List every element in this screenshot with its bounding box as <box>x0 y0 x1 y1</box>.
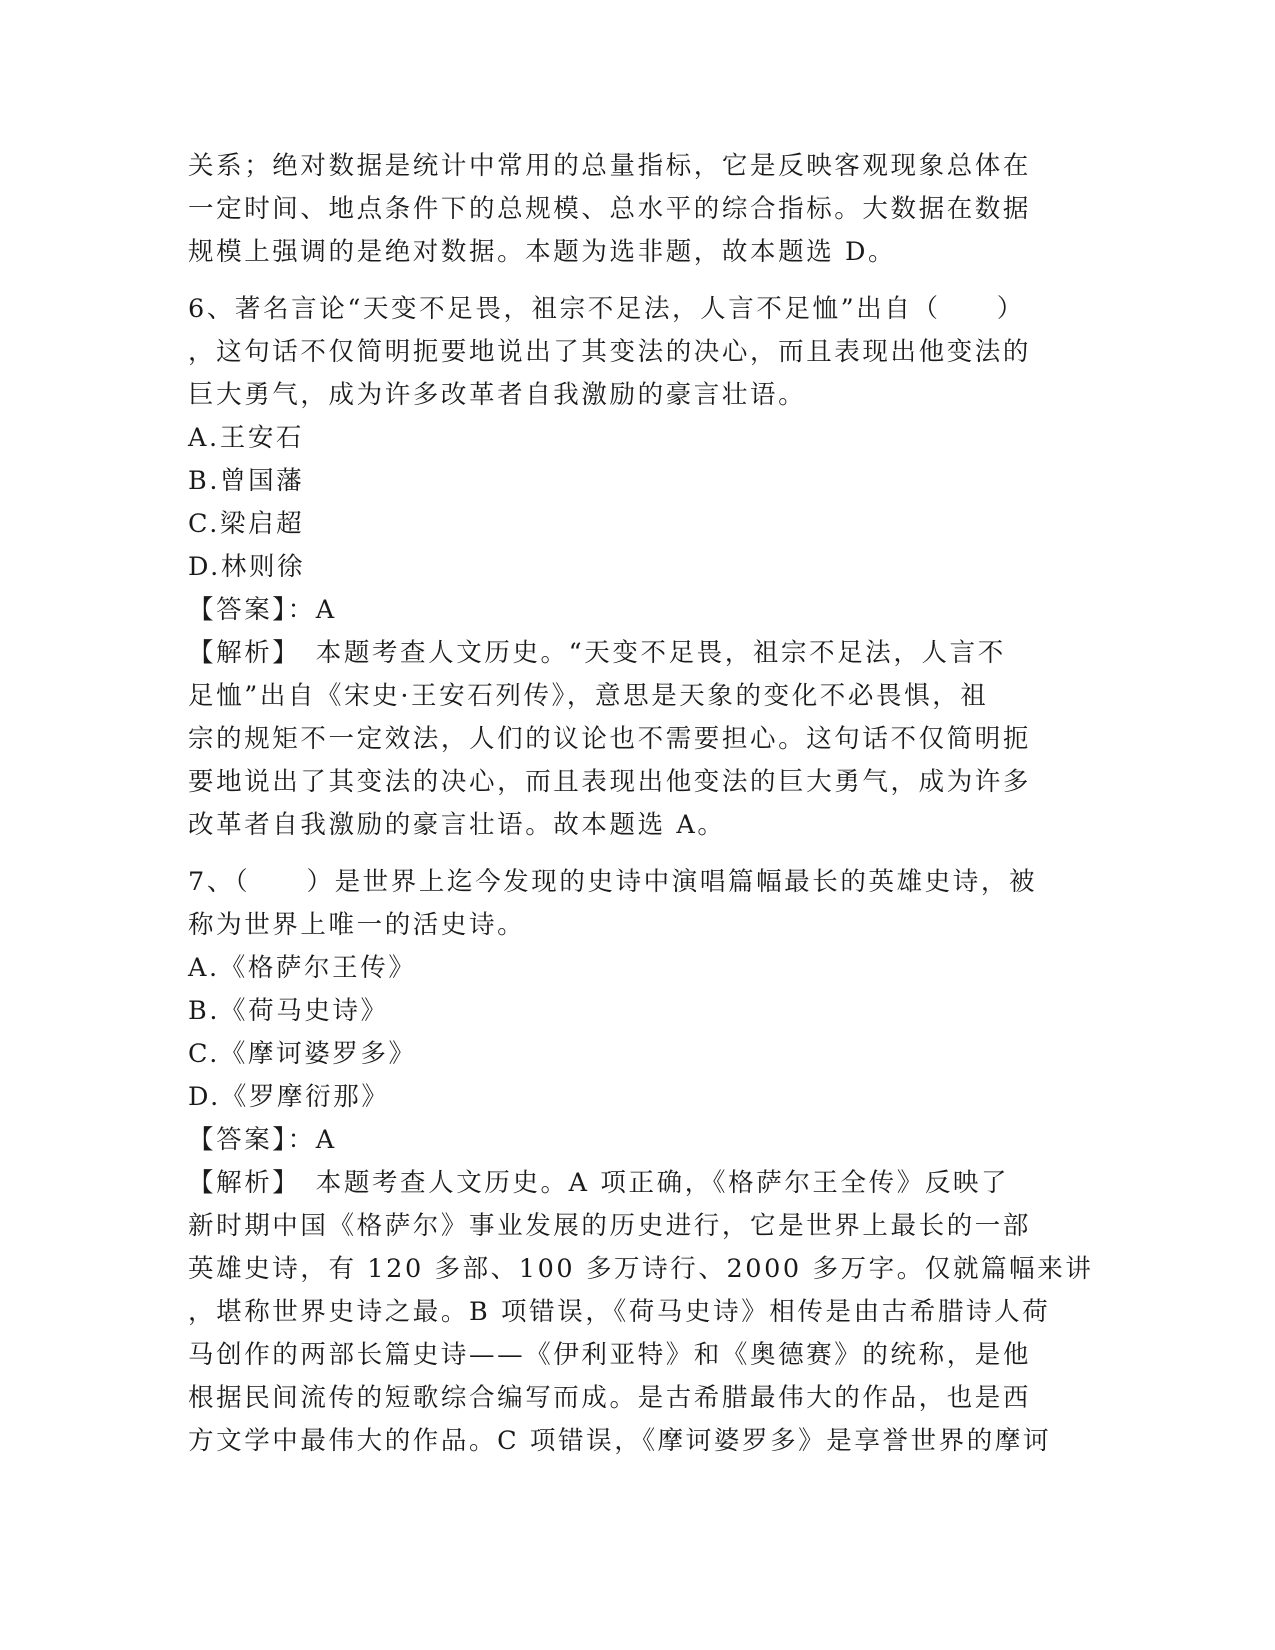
analysis <box>188 632 1078 847</box>
question-options <box>188 947 1078 1119</box>
text-line: 规模上强调的是绝对数据。本题为选非题，故本题选 D。 <box>188 237 897 267</box>
text-line: 【解析】 本题考查人文历史。A 项正确，《格萨尔王全传》反映了 <box>188 1168 1010 1198</box>
option-d: D.林则徐 <box>188 552 306 582</box>
option-a: A.王安石 <box>188 423 305 453</box>
answer-line: 【答案】：A <box>188 595 337 625</box>
question-6 <box>188 288 1078 847</box>
text-line: 根据民间流传的短歌综合编写而成。是古希腊最伟大的作品，也是西 <box>188 1383 1032 1413</box>
text-line: 6、著名言论“天变不足畏，祖宗不足法，人言不足恤”出自（ ） <box>188 294 1025 324</box>
answer-line: 【答案】：A <box>188 1125 337 1155</box>
previous-analysis-continuation <box>188 145 1078 274</box>
option-b: B.曾国藩 <box>188 466 305 496</box>
option-a: A.《格萨尔王传》 <box>188 953 417 983</box>
option-c: C.《摩诃婆罗多》 <box>188 1039 417 1069</box>
question-7 <box>188 861 1094 1463</box>
document-page <box>188 145 1094 1463</box>
text-line: 英雄史诗，有 120 多部、100 多万诗行、2000 多万字。仅就篇幅来讲 <box>188 1254 1094 1284</box>
text-line: 要地说出了其变法的决心，而且表现出他变法的巨大勇气，成为许多 <box>188 767 1032 797</box>
text-line: 方文学中最伟大的作品。C 项错误，《摩诃婆罗多》是享誉世界的摩诃 <box>188 1426 1052 1456</box>
question-stem <box>188 861 1078 947</box>
text-line: ，这句话不仅简明扼要地说出了其变法的决心，而且表现出他变法的 <box>188 337 1032 367</box>
text-line: 改革者自我激励的豪言壮语。故本题选 A。 <box>188 810 726 840</box>
question-options <box>188 417 1078 589</box>
text-line: 马创作的两部长篇史诗——《伊利亚特》和《奥德赛》的统称，是他 <box>188 1340 1032 1370</box>
text-line: 称为世界上唯一的活史诗。 <box>188 910 526 940</box>
text-line: 新时期中国《格萨尔》事业发展的历史进行，它是世界上最长的一部 <box>188 1211 1032 1241</box>
text-line: 宗的规矩不一定效法，人们的议论也不需要担心。这句话不仅简明扼 <box>188 724 1032 754</box>
analysis <box>188 1162 1094 1463</box>
option-b: B.《荷马史诗》 <box>188 996 389 1026</box>
text-line: 7、（ ）是世界上迄今发现的史诗中演唱篇幅最长的英雄史诗，被 <box>188 867 1038 897</box>
text-line: 一定时间、地点条件下的总规模、总水平的综合指标。大数据在数据 <box>188 194 1032 224</box>
paragraph-gap <box>188 847 1078 861</box>
text-line: 足恤”出自《宋史·王安石列传》，意思是天象的变化不必畏惧，祖 <box>188 681 989 711</box>
text-line: 巨大勇气，成为许多改革者自我激励的豪言壮语。 <box>188 380 807 410</box>
text-line: 【解析】 本题考查人文历史。“天变不足畏，祖宗不足法，人言不 <box>188 638 1006 668</box>
text-line: ，堪称世界史诗之最。B 项错误，《荷马史诗》相传是由古希腊诗人荷 <box>188 1297 1051 1327</box>
option-c: C.梁启超 <box>188 509 305 539</box>
option-d: D.《罗摩衍那》 <box>188 1082 390 1112</box>
question-stem <box>188 288 1078 417</box>
paragraph-gap <box>188 274 1078 288</box>
text-line: 关系；绝对数据是统计中常用的总量指标，它是反映客观现象总体在 <box>188 151 1032 181</box>
